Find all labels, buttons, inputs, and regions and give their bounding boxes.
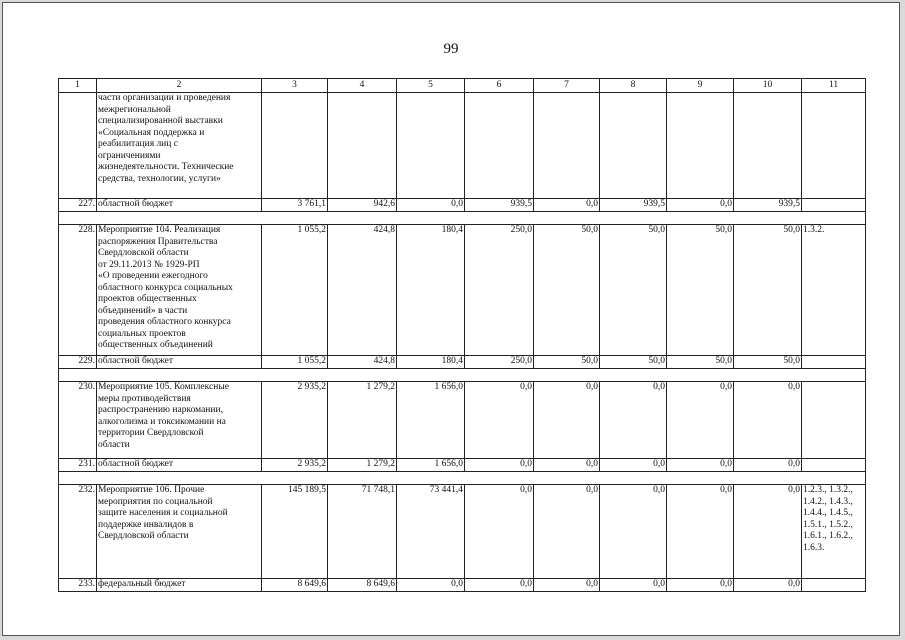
value-cell: 942,6: [328, 199, 397, 212]
spacer-cell: [59, 212, 97, 225]
row-number: 228.: [59, 225, 97, 356]
value-cell: 0,0: [534, 579, 600, 592]
row-description: [97, 93, 262, 199]
value-cell: 50,0: [667, 225, 734, 356]
value-cell: 1 055,2: [262, 225, 328, 356]
description-line: поддержке инвалидов в: [98, 519, 194, 530]
value-cell: [328, 93, 397, 199]
value-cell: 180,4: [397, 356, 465, 369]
column-header: 11: [802, 79, 866, 93]
description-line: межрегиональной: [98, 104, 171, 115]
description-line: территории Свердловской: [98, 428, 204, 438]
value-cell: 0,0: [397, 579, 465, 592]
value-cell: 145 189,5: [262, 485, 328, 579]
column-header: 5: [397, 79, 465, 93]
row-description: [97, 356, 262, 369]
value-cell: 0,0: [667, 382, 734, 459]
spacer-cell: [802, 472, 866, 485]
row-description: [97, 382, 262, 459]
value-cell: 3 761,1: [262, 199, 328, 212]
value-cell: 50,0: [667, 356, 734, 369]
spacer-cell: [465, 369, 534, 382]
value-cell: 50,0: [600, 225, 667, 356]
spacer-cell: [667, 472, 734, 485]
row-number: 229.: [59, 356, 97, 369]
spacer-cell: [397, 369, 465, 382]
spacer-cell: [667, 212, 734, 225]
value-cell: 0,0: [534, 485, 600, 579]
value-cell: [465, 93, 534, 199]
target-ref-line: 1.2.3., 1.3.2.,: [803, 485, 853, 495]
table-body: [59, 93, 866, 592]
value-cell: 0,0: [465, 579, 534, 592]
row-number: 231.: [59, 459, 97, 472]
target-ref-line: 1.6.1., 1.6.2.,: [803, 531, 853, 541]
description-line: «Социальная поддержка и: [98, 127, 205, 138]
row-description: [97, 225, 262, 356]
value-cell: 50,0: [734, 225, 802, 356]
spacer-cell: [97, 212, 262, 225]
description-line: Мероприятие 106. Прочие: [98, 485, 205, 495]
row-spacer: [59, 472, 866, 485]
description-line: «О проведении ежегодного: [98, 271, 208, 281]
document-page: [2, 2, 900, 636]
value-cell: 1 656,0: [397, 459, 465, 472]
value-cell: 0,0: [734, 459, 802, 472]
description-line: ограничениями: [98, 150, 161, 161]
value-cell: 0,0: [534, 459, 600, 472]
value-cell: 0,0: [600, 579, 667, 592]
spacer-cell: [534, 212, 600, 225]
value-cell: 0,0: [465, 382, 534, 459]
row-number: 227.: [59, 199, 97, 212]
target-ref-line: 1.3.2.: [803, 225, 825, 235]
value-cell: 0,0: [600, 459, 667, 472]
spacer-cell: [734, 369, 802, 382]
value-cell: 180,4: [397, 225, 465, 356]
target-ref-line: 1.4.4., 1.4.5.,: [803, 508, 853, 518]
value-cell: 8 649,6: [262, 579, 328, 592]
row-number: [59, 93, 97, 199]
description-line: жизнедеятельности. Технические: [98, 162, 234, 172]
row-description: [97, 579, 262, 592]
description-line: алкоголизма и токсикомании на: [98, 416, 226, 427]
description-line: специализированной выставки: [98, 116, 223, 126]
spacer-cell: [59, 369, 97, 382]
value-cell: 50,0: [534, 225, 600, 356]
value-cell: 250,0: [465, 356, 534, 369]
description-line: реабилитация лиц с: [98, 139, 178, 149]
value-cell: 1 279,2: [328, 382, 397, 459]
description-line: Мероприятие 105. Комплексные: [98, 382, 229, 392]
table-row: [59, 356, 866, 369]
table-row: [59, 382, 866, 459]
spacer-cell: [734, 472, 802, 485]
spacer-cell: [600, 472, 667, 485]
target-refs: [802, 225, 866, 356]
value-cell: [734, 93, 802, 199]
target-refs: [802, 356, 866, 369]
row-spacer: [59, 212, 866, 225]
spacer-cell: [397, 472, 465, 485]
value-cell: 0,0: [667, 485, 734, 579]
value-cell: 0,0: [600, 485, 667, 579]
column-header: 9: [667, 79, 734, 93]
spacer-cell: [59, 472, 97, 485]
description-line: области: [98, 439, 130, 450]
description-line: меры противодействия: [98, 393, 191, 404]
header-row: [59, 79, 866, 93]
value-cell: 939,5: [600, 199, 667, 212]
description-line: областного конкурса социальных: [98, 282, 233, 293]
spacer-cell: [328, 212, 397, 225]
description-line: объединений» в части: [98, 305, 188, 316]
description-line: федеральный бюджет: [98, 579, 186, 589]
spacer-cell: [262, 369, 328, 382]
table-row: [59, 199, 866, 212]
page-number: 99: [443, 41, 459, 57]
description-line: Свердловской области: [98, 531, 189, 541]
value-cell: 0,0: [734, 579, 802, 592]
description-line: общественных объединений: [98, 340, 213, 350]
table-row: [59, 459, 866, 472]
row-spacer: [59, 369, 866, 382]
target-refs: [802, 485, 866, 579]
row-description: [97, 459, 262, 472]
spacer-cell: [262, 472, 328, 485]
column-header: 4: [328, 79, 397, 93]
table-row: [59, 93, 866, 199]
value-cell: [600, 93, 667, 199]
value-cell: 250,0: [465, 225, 534, 356]
description-line: областной бюджет: [98, 199, 174, 209]
description-line: областной бюджет: [98, 356, 174, 366]
value-cell: 8 649,6: [328, 579, 397, 592]
value-cell: 0,0: [397, 199, 465, 212]
table-row: [59, 485, 866, 579]
description-line: Мероприятие 104. Реализация: [98, 225, 221, 235]
value-cell: 0,0: [465, 459, 534, 472]
value-cell: 0,0: [734, 382, 802, 459]
value-cell: 0,0: [534, 382, 600, 459]
column-header: 6: [465, 79, 534, 93]
spacer-cell: [465, 472, 534, 485]
value-cell: 424,8: [328, 356, 397, 369]
value-cell: 0,0: [600, 382, 667, 459]
column-header: 1: [59, 79, 97, 93]
spacer-cell: [328, 369, 397, 382]
spacer-cell: [600, 212, 667, 225]
spacer-cell: [534, 369, 600, 382]
value-cell: 73 441,4: [397, 485, 465, 579]
value-cell: 424,8: [328, 225, 397, 356]
column-header: 10: [734, 79, 802, 93]
description-line: распространению наркомании,: [98, 405, 223, 415]
value-cell: 0,0: [667, 459, 734, 472]
row-number: 233.: [59, 579, 97, 592]
spacer-cell: [802, 212, 866, 225]
value-cell: 0,0: [465, 485, 534, 579]
spacer-cell: [397, 212, 465, 225]
value-cell: 0,0: [734, 485, 802, 579]
target-refs: [802, 199, 866, 212]
table-row: [59, 225, 866, 356]
row-description: [97, 199, 262, 212]
value-cell: 71 748,1: [328, 485, 397, 579]
spacer-cell: [534, 472, 600, 485]
spacer-cell: [97, 472, 262, 485]
description-line: проектов общественных: [98, 294, 197, 304]
target-refs: [802, 579, 866, 592]
target-refs: [802, 93, 866, 199]
value-cell: [534, 93, 600, 199]
description-line: областной бюджет: [98, 459, 174, 469]
value-cell: 1 279,2: [328, 459, 397, 472]
value-cell: 0,0: [534, 199, 600, 212]
row-description: [97, 485, 262, 579]
table-row: [59, 579, 866, 592]
spacer-cell: [667, 369, 734, 382]
value-cell: [397, 93, 465, 199]
description-line: социальных проектов: [98, 328, 186, 339]
spacer-cell: [802, 369, 866, 382]
value-cell: 939,5: [734, 199, 802, 212]
value-cell: 2 935,2: [262, 382, 328, 459]
spacer-cell: [465, 212, 534, 225]
description-line: средства, технологии, услуги»: [98, 173, 221, 184]
description-line: части организации и проведения: [98, 93, 231, 103]
value-cell: 939,5: [465, 199, 534, 212]
value-cell: 0,0: [667, 199, 734, 212]
column-header: 8: [600, 79, 667, 93]
value-cell: 50,0: [600, 356, 667, 369]
column-header: 2: [97, 79, 262, 93]
value-cell: 2 935,2: [262, 459, 328, 472]
row-number: 230.: [59, 382, 97, 459]
value-cell: [667, 93, 734, 199]
budget-table: [58, 78, 866, 592]
target-refs: [802, 382, 866, 459]
description-line: Свердловской области: [98, 248, 189, 258]
spacer-cell: [328, 472, 397, 485]
description-line: мероприятия по социальной: [98, 496, 213, 507]
value-cell: 50,0: [734, 356, 802, 369]
target-ref-line: 1.5.1., 1.5.2.,: [803, 519, 853, 530]
description-line: распоряжения Правительства: [98, 236, 218, 247]
spacer-cell: [734, 212, 802, 225]
description-line: проведения областного конкурса: [98, 317, 231, 327]
target-ref-line: 1.4.2., 1.4.3.,: [803, 496, 853, 507]
value-cell: [262, 93, 328, 199]
value-cell: 1 055,2: [262, 356, 328, 369]
value-cell: 1 656,0: [397, 382, 465, 459]
target-ref-line: 1.6.3.: [803, 542, 825, 553]
column-header: 7: [534, 79, 600, 93]
spacer-cell: [600, 369, 667, 382]
value-cell: 0,0: [667, 579, 734, 592]
row-number: 232.: [59, 485, 97, 579]
description-line: защите населения и социальной: [98, 508, 228, 518]
target-refs: [802, 459, 866, 472]
spacer-cell: [262, 212, 328, 225]
description-line: от 29.11.2013 № 1929-РП: [98, 259, 200, 270]
spacer-cell: [97, 369, 262, 382]
value-cell: 50,0: [534, 356, 600, 369]
column-header: 3: [262, 79, 328, 93]
